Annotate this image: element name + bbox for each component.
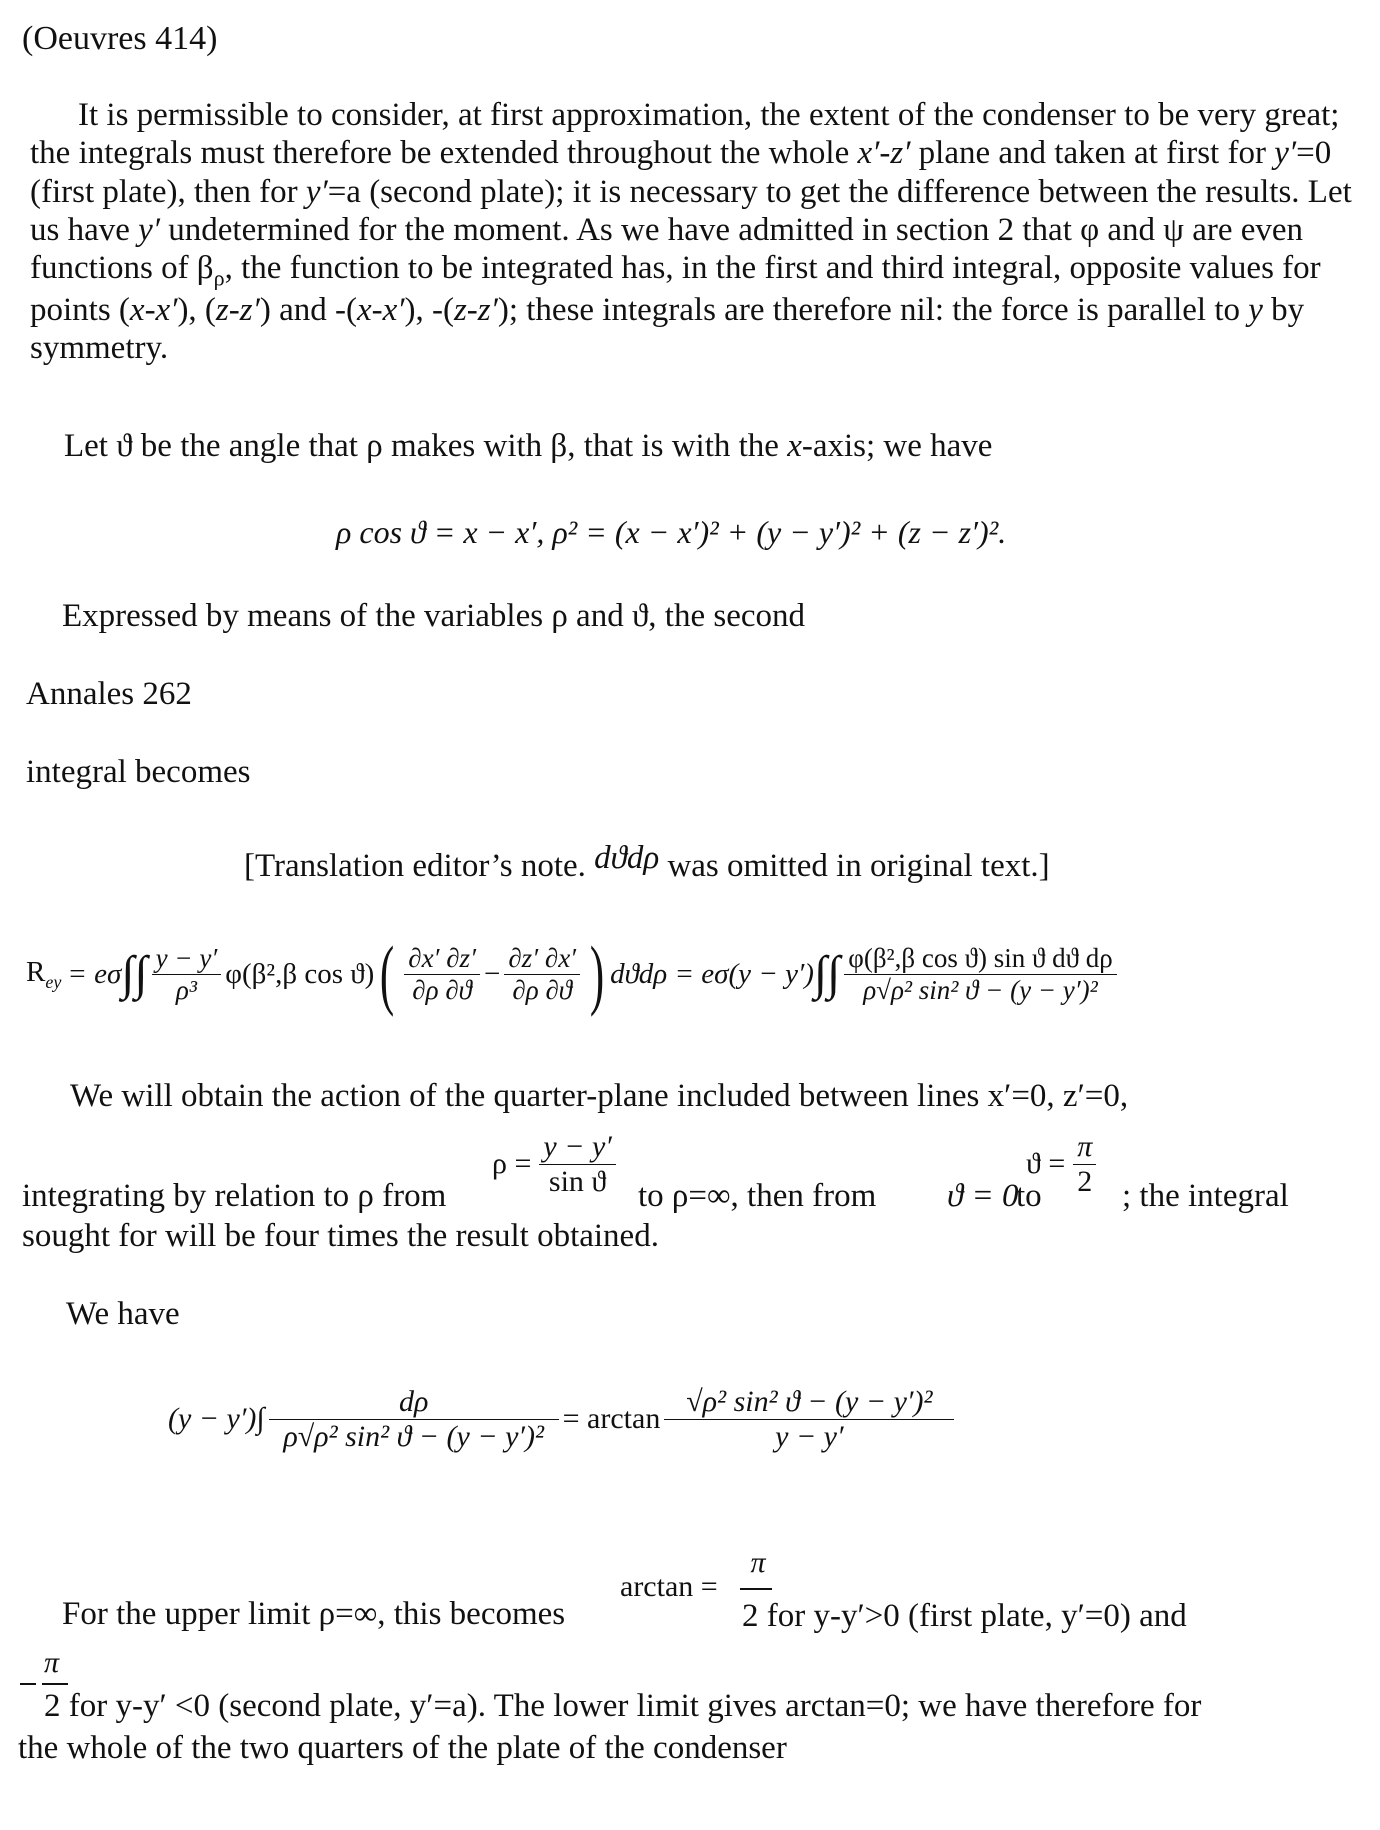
arctan-label: arctan = (620, 1570, 718, 1603)
arctan-eq-frac2-num: √ρ² sin² ϑ − (y − y′)² (686, 1385, 933, 1418)
p1-text-20: by symmetry. (30, 292, 1305, 367)
rho-lower-limit (492, 1130, 620, 1198)
pi-over-two-num: π (750, 1546, 766, 1579)
arctan-eq-equals: = arctan (562, 1402, 661, 1436)
p1-math-15: x-x′ (356, 292, 405, 329)
annales-ref: Annales 262 (26, 676, 192, 712)
r-ey-jac-a-num: ∂x′ ∂z′ (408, 943, 476, 974)
r-ey-jac-b-num: ∂z′ ∂x′ (508, 943, 577, 974)
theta-upper-den: 2 (1073, 1164, 1096, 1199)
p5-line2-a: integrating by relation to ρ from (22, 1178, 447, 1214)
arctan-eq-frac1-den: ρ√ρ² sin² ϑ − (y − y′)² (269, 1419, 559, 1454)
paragraph-quarter-plane-line3: sought for will be four times the result obtained. (22, 1218, 659, 1254)
p1-math-13: z-z′ (215, 292, 260, 329)
pi-over-two-bar (740, 1588, 772, 1590)
p1-text-18: ); these integrals are therefore nil: the force is parallel to (497, 292, 1249, 329)
r-ey-diff: dϑdρ = eσ(y − y′) (610, 957, 814, 990)
r-ey-jac-a-den: ∂ρ ∂ϑ (404, 974, 480, 1005)
rho-lower-prefix: ρ = (492, 1147, 532, 1181)
p5-line2-b: to ρ=∞, then from (638, 1178, 877, 1214)
r-ey-frac2 (844, 943, 1116, 1004)
p1-math-19: y (1248, 292, 1263, 329)
r-ey-lhs: $R_{ey}$ (26, 956, 62, 992)
equation-r-ey (26, 930, 1121, 1017)
p5-line2-c: to (1016, 1178, 1042, 1214)
r-ey-lparen: ( (380, 930, 395, 1017)
r-ey-frac2-den: ρ√ρ² sin² ϑ − (y − y′)² (844, 974, 1116, 1005)
p2-math-x: x (787, 428, 802, 464)
paragraph-lower-limit: 2 for y-y′ <0 (second plate, y′=a). The lower limit gives arctan=0; we have therefore for (44, 1688, 1202, 1724)
equation-arctan (168, 1385, 958, 1453)
oeuvres-ref: (Oeuvres 414) (22, 20, 218, 57)
r-ey-double-integral: ∫∫ (121, 947, 148, 1001)
r-ey-rparen: ) (589, 930, 605, 1017)
p1-text-8: undetermined for the moment. As we have admitted in section 2 that φ and ψ are even functions of β (30, 211, 1304, 287)
editor-note-before: [Translation editor’s note. (244, 848, 595, 884)
paragraph-expressed: Expressed by means of the variables ρ and ϑ, the second (62, 598, 805, 634)
p1-text-0: It is permissible to consider, at first approximation, the extent of the condenser to be very great; the integrals must therefore be extended throughout the whole (30, 97, 1340, 172)
p1-sub-rho: ρ (213, 265, 225, 291)
neg-pi-label (44, 1646, 59, 1680)
paragraph-integral-becomes: integral becomes (26, 754, 251, 790)
p1-text-10: , the function to be integrated has, in the first and third integral, opposite values for points ( (30, 250, 1321, 329)
paragraph-whole-quarters: the whole of the two quarters of the plate of the condenser (18, 1730, 787, 1766)
r-ey-frac1 (152, 943, 222, 1004)
rho-lower-den: sin ϑ (539, 1164, 615, 1199)
arctan-eq-frac1 (269, 1385, 559, 1453)
editor-note-math: dϑdρ (594, 840, 660, 876)
r-ey-eq-eo: = eσ (67, 957, 122, 990)
p1-text-4: =0 (first plate), then for (30, 135, 1332, 210)
p1-math-3: y′ (1274, 135, 1297, 172)
upper-limit-two: 2 (742, 1598, 759, 1634)
r-ey-phi: φ(β²,β cos ϑ) (225, 957, 375, 990)
rho-lower-num: y − y′ (543, 1130, 612, 1163)
neg-pi-bar (42, 1683, 68, 1685)
p1-text-6: =a (second plate); it is necessary to get the difference between the results. Let us have (30, 173, 1352, 248)
theta-upper-num: π (1077, 1130, 1093, 1163)
neg-pi-minus (20, 1683, 36, 1685)
paragraph-angle-def (64, 428, 992, 465)
upper-limit-text-b: for y-y′>0 (first plate, y′=0) and (758, 1598, 1187, 1634)
pi-over-two (738, 1546, 778, 1580)
p1-math-17: z-z′ (453, 292, 498, 329)
p2-text-0: Let ϑ be the angle that ρ makes with β, that is with the (64, 428, 788, 464)
r-ey-jac-a (404, 943, 480, 1004)
arctan-eq-frac2 (664, 1385, 954, 1453)
p1-math-7: y′ (138, 211, 161, 248)
paragraph-upper-limit: For the upper limit ρ=∞, this becomes (62, 1596, 566, 1632)
p1-math-1: x′-z′ (857, 135, 911, 172)
p1-math-5: y′ (305, 173, 328, 210)
arctan-eq-frac2-den: y − y′ (664, 1419, 954, 1454)
r-ey-jac-b (504, 943, 580, 1004)
p2-text-2: -axis; we have (801, 428, 993, 464)
rho-lower-frac (539, 1130, 615, 1198)
p1-text-14: ) and -( (259, 292, 357, 329)
r-ey-frac1-den: ρ³ (152, 974, 222, 1005)
r-ey-jac-b-den: ∂ρ ∂ϑ (504, 974, 580, 1005)
paragraph-quarter-plane-line1: We will obtain the action of the quarter-plane included between lines x′=0, z′=0, (70, 1078, 1129, 1114)
paragraph-intro (30, 96, 1355, 368)
paragraph-upper-limit-b (742, 1598, 1187, 1635)
r-ey-frac1-num: y − y′ (155, 943, 218, 974)
theta-upper-prefix: ϑ = (1026, 1147, 1066, 1181)
p1-math-11: x-x′ (129, 292, 178, 329)
neg-pi-num: π (44, 1646, 60, 1679)
r-ey-double-integral-2: ∫∫ (813, 947, 841, 1001)
editor-note-after: was omitted in original text.] (659, 848, 1050, 884)
r-ey-frac2-num: φ(β²,β cos ϑ) sin ϑ dϑ dρ (848, 943, 1113, 974)
paragraph-we-have: We have (66, 1296, 180, 1332)
arctan-eq-lhs: (y − y′)∫ (168, 1402, 265, 1436)
arctan-eq-frac1-num: dρ (398, 1385, 429, 1418)
r-ey-minus: − (483, 957, 501, 990)
p5-line2-d: ; the integral (1122, 1178, 1289, 1214)
equation-rho-cos: ρ cos ϑ = x − x′, ρ² = (x − x′)² + (y − y′)² + (z − z′)². (336, 514, 1007, 550)
editor-note (244, 840, 1050, 885)
p1-text-16: ), -( (404, 292, 454, 329)
p5-theta-zero: ϑ = 0 (947, 1178, 1019, 1214)
p1-text-2: plane and taken at first for (910, 135, 1275, 172)
p1-text-12: ), ( (177, 292, 216, 329)
